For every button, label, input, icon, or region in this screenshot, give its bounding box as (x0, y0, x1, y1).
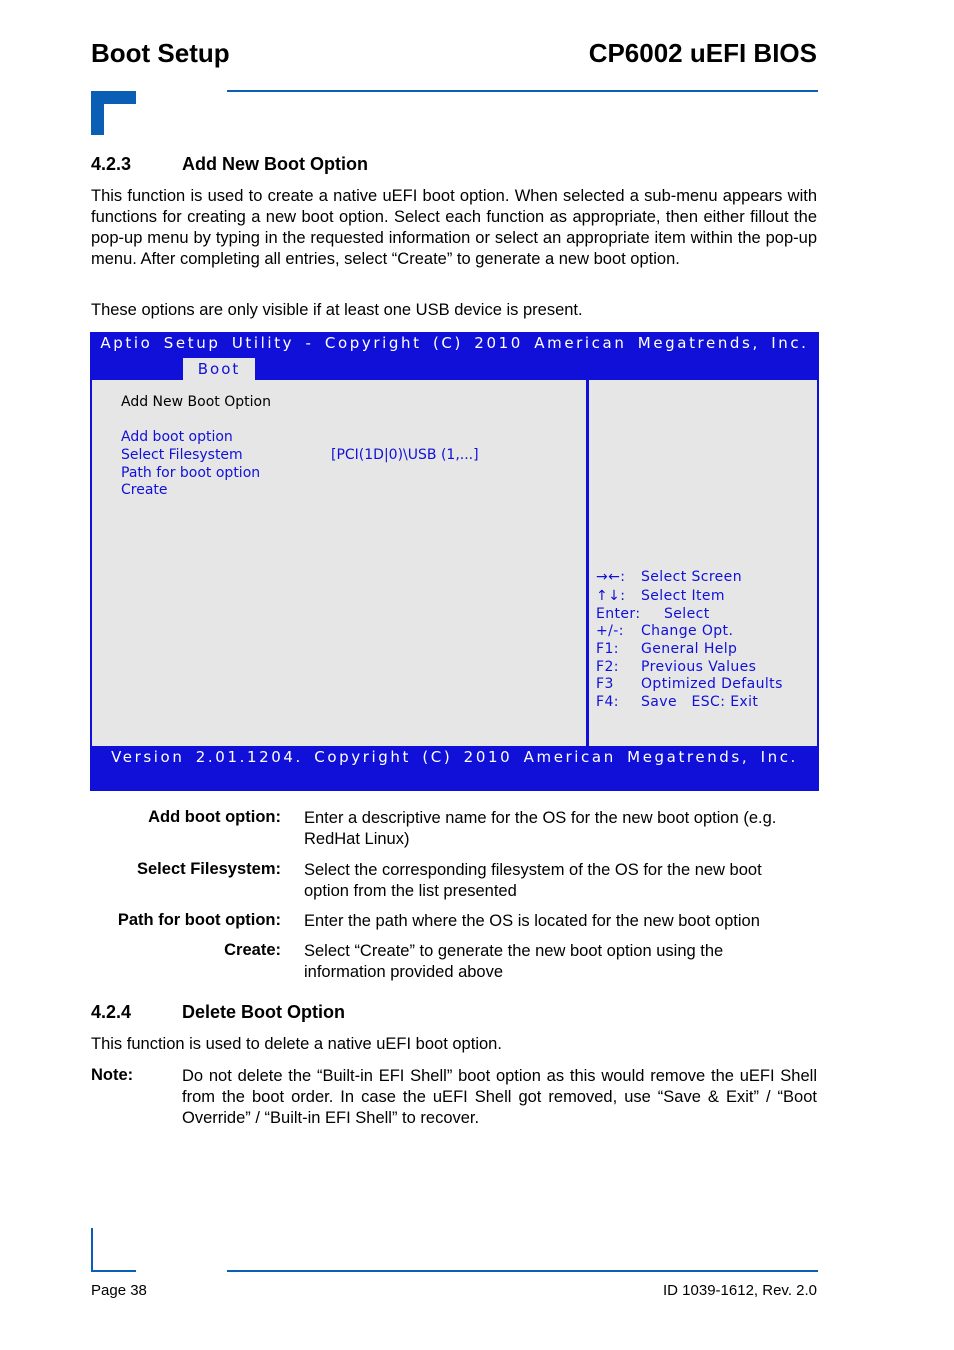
help-action: General Help (641, 641, 738, 657)
help-row-select-item (596, 588, 725, 604)
paragraph-text: This function is used to create a native uEFI boot option. When selected a sub-menu appears with functions for creating a new boot option. Select each function as appropriate, then either fillout the pop-up menu by typing in the requested information or select an appropriate item within the pop-up menu. After completing all entries, select “Create” to generate a new boot option. (91, 187, 817, 268)
help-key: F4: (596, 694, 619, 710)
help-row-select-screen (596, 569, 742, 585)
help-key: F3 (596, 676, 614, 692)
help-row-enter (596, 606, 710, 622)
help-row-change-opt (596, 623, 733, 639)
help-key: ↑↓: (596, 588, 626, 604)
menu-item-path-for-boot-option[interactable]: Path for boot option (121, 465, 261, 481)
section-424-title: Delete Boot Option (182, 1002, 345, 1022)
help-key: →←: (596, 569, 626, 585)
help-key: F2: (596, 659, 619, 675)
def-desc-create: Select “Create” to generate the new boot option using the information provided above (304, 942, 724, 981)
help-action: Change Opt. (641, 623, 734, 639)
section-424-paragraph (91, 1034, 817, 1055)
note-text: Do not delete the “Built-in EFI Shell” boot option as this would remove the uEFI Shell from the boot order. In case the uEFI Shell got removed, use “Save & Exit” / “Boot Override” / “Built-in EFI Shell” to recover. (182, 1067, 817, 1127)
footer-rule (227, 1270, 818, 1272)
section-423-paragraph-2 (91, 300, 817, 321)
help-row-previous-values (596, 659, 756, 675)
def-desc-add-boot-option: Enter a descriptive name for the OS for the new boot option (e.g. RedHat Linux) (304, 809, 777, 848)
help-action: Previous Values (641, 659, 757, 675)
bios-help-panel (589, 380, 817, 746)
help-action: Select (664, 606, 710, 622)
def-term-create: Create: (224, 941, 281, 959)
section-423-title: Add New Boot Option (182, 154, 368, 174)
bios-menu-panel (92, 380, 586, 746)
def-term-path-for-boot-option: Path for boot option: (117, 911, 281, 929)
help-action: Optimized Defaults (641, 676, 783, 692)
header-left-title: Boot Setup (91, 38, 230, 68)
corner-mark-bottom-vertical (91, 1228, 93, 1272)
def-desc-path-for-boot-option: Enter the path where the OS is located for the new boot option (304, 912, 760, 930)
header-right-title: CP6002 uEFI BIOS (588, 38, 817, 68)
help-action: Select Screen (641, 569, 742, 585)
bios-title-bar: Aptio Setup Utility - Copyright (C) 2010 American Megatrends, Inc. (100, 334, 809, 352)
def-term-add-boot-option: Add boot option: (148, 808, 281, 826)
tab-boot[interactable]: Boot (183, 358, 255, 380)
help-row-optimized-defaults (596, 676, 783, 692)
help-row-general-help (596, 641, 737, 657)
corner-mark-top-horizontal (91, 91, 136, 104)
page-number: Page 38 (91, 1282, 147, 1299)
section-423-paragraph-1 (91, 186, 817, 270)
bios-screen (90, 332, 819, 791)
section-424-number: 4.2.4 (91, 1002, 132, 1022)
section-423-number: 4.2.3 (91, 154, 132, 174)
menu-item-select-filesystem[interactable]: Select Filesystem (121, 447, 243, 463)
def-desc-select-filesystem: Select the corresponding filesystem of the OS for the new boot option from the list presented (304, 861, 762, 900)
help-key: +/-: (596, 623, 624, 639)
menu-heading: Add New Boot Option (121, 394, 271, 410)
header-rule (227, 90, 818, 92)
def-term-select-filesystem: Select Filesystem: (137, 860, 281, 878)
note-label: Note: (91, 1066, 134, 1084)
menu-item-add-boot-option[interactable]: Add boot option (121, 429, 233, 445)
help-action: Select Item (641, 588, 725, 604)
help-key: Enter: (596, 606, 641, 622)
menu-item-create[interactable]: Create (121, 482, 168, 498)
paragraph-text: These options are only visible if at least one USB device is present. (91, 301, 583, 319)
document-id: ID 1039-1612, Rev. 2.0 (663, 1282, 817, 1299)
corner-mark-bottom-horizontal (91, 1270, 136, 1272)
select-filesystem-value[interactable]: [PCI(1D|0)\USB (1,...] (331, 447, 479, 463)
paragraph-text: This function is used to delete a native uEFI boot option. (91, 1035, 502, 1053)
help-action: Save ESC: Exit (641, 694, 759, 710)
help-key: F1: (596, 641, 619, 657)
help-row-save-exit (596, 694, 758, 710)
bios-version-footer: Version 2.01.1204. Copyright (C) 2010 American Megatrends, Inc. (111, 748, 798, 766)
